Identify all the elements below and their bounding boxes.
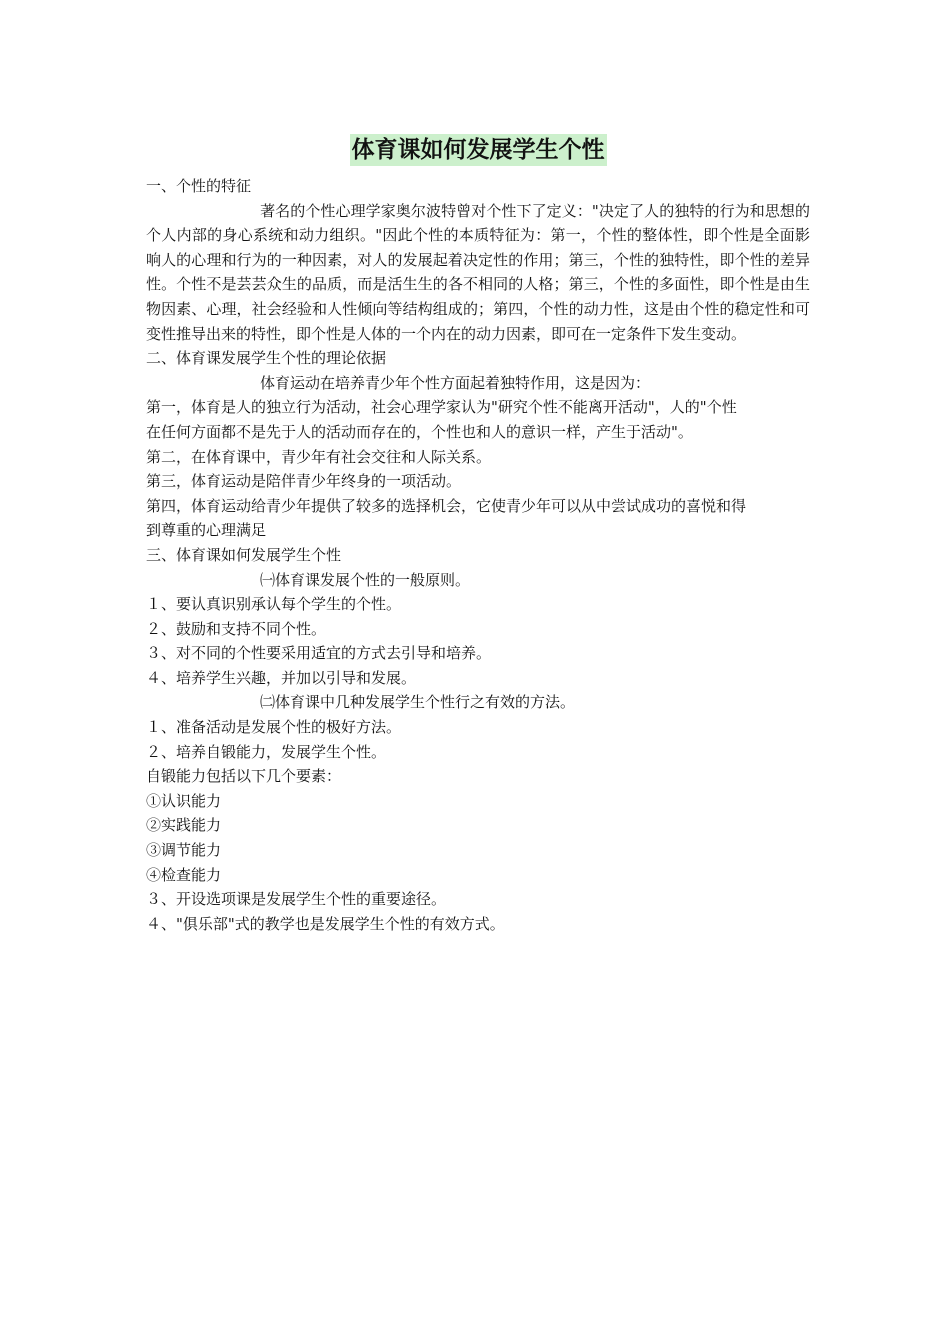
section-2-intro: 体育运动在培养青少年个性方面起着独特作用，这是因为： — [260, 373, 651, 392]
list-item: ４、培养学生兴趣，并加以引导和发展。 — [146, 668, 417, 687]
list-item: ３、开设选项课是发展学生个性的重要途径。 — [146, 890, 447, 909]
list-item: ４、"俱乐部"式的教学也是发展学生个性的有效方式。 — [146, 914, 505, 933]
section-2-point-2: 第二，在体育课中，青少年有社会交往和人际关系。 — [146, 447, 492, 466]
list-item: １、准备活动是发展个性的极好方法。 — [146, 718, 402, 737]
subsection-heading-2: ㈡体育课中几种发展学生个性行之有效的方法。 — [260, 693, 576, 712]
section-2-point-3: 第三，体育运动是陪伴青少年终身的一项活动。 — [146, 472, 462, 491]
section-2-point-1-line-a: 第一，体育是人的独立行为活动，社会心理学家认为"研究个性不能离开活动"，人的"个性 — [146, 398, 737, 417]
section-heading-2: 二、体育课发展学生个性的理论依据 — [146, 349, 387, 368]
list-item: １、要认真识别承认每个学生的个性。 — [146, 595, 402, 614]
document-page — [146, 134, 810, 936]
ability-item: ④检查能力 — [146, 865, 222, 884]
list-item: ２、培养自锻能力，发展学生个性。 — [146, 742, 387, 761]
section-heading-1: 一、个性的特征 — [146, 177, 252, 195]
section-heading-3: 三、体育课如何发展学生个性 — [146, 545, 342, 564]
section-1-paragraph: 著名的个性心理学家奥尔波特曾对个性下了定义："决定了人的独特的行为和思想的个人内部的身心系统和动力组织。"因此个性的本质特征为：第一，个性的整体性，即个性是全面影响人的心理和行为的一种因素，对人的发展起着决定性的作用；第三，个性的独特性，即个性的差异性。个性不是芸芸众生的品质，而是活生生的各不相同的人格；第三，个性的多面性，即个性是由生物因素、心理，社会经验和人性倾向等结构组成的；第四，个性的动力性，这是由个性的稳定性和可变性推导出来的特性，即个性是人体的一个内在的动力因素，即可在一定条件下发生变动。 — [146, 201, 810, 343]
ability-item: ①认识能力 — [146, 791, 222, 810]
ability-item: ③调节能力 — [146, 841, 222, 860]
section-2-point-4-line-a: 第四，体育运动给青少年提供了较多的选择机会，它使青少年可以从中尝试成功的喜悦和得 — [146, 496, 747, 515]
ability-item: ②实践能力 — [146, 816, 222, 835]
section-2-point-1-line-b: 在任何方面都不是先于人的活动而存在的，个性也和人的意识一样，产生于活动"。 — [146, 422, 693, 441]
document-title: 体育课如何发展学生个性 — [350, 134, 607, 166]
section-2-point-4-line-b: 到尊重的心理满足 — [146, 521, 267, 540]
list-item: ３、对不同的个性要采用适宜的方式去引导和培养。 — [146, 644, 492, 663]
self-training-intro: 自锻能力包括以下几个要素： — [146, 767, 342, 786]
title-wrap — [146, 134, 810, 166]
list-item: ２、鼓励和支持不同个性。 — [146, 619, 327, 638]
subsection-heading-1: ㈠体育课发展个性的一般原则。 — [260, 570, 471, 589]
